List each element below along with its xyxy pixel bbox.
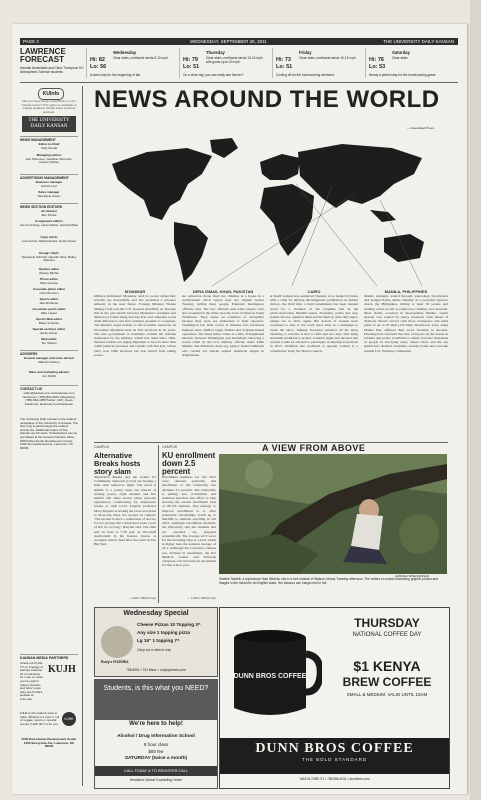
story-text: Military-dominated Myanmar said its recent democratic reforms are irreversible and has promised a prisoner amnesty in the near future. Foreign Minister Wunna Maung Lwin told the U.N. General Assembly on Tuesday that in the past month between Myanmar's president and democracy leader Aung San Suu Kyi were intended to put aside differences and find common grounds to cooperate. The minister urged nations to lift economic sanctions. In November Myanmar held its first elections in 20 years. The new government is nominally civilian but remains dominated by the military, which has ruled since 1962. Western nations are urging Myanmar to free its more than 2,000 political prisoners and consult with Suu Kyi, whose party won 1990 elections but was barred from taking power. bbox=[94, 294, 176, 357]
staff-entry bbox=[20, 268, 78, 275]
staff-name: Tim Shedor bbox=[41, 340, 57, 345]
staff-name: Joel Petterson, Jonathan Shorman, Clayton Ashley bbox=[25, 156, 73, 165]
staff-role: Business manager bbox=[35, 180, 63, 184]
staff-entry bbox=[20, 154, 78, 165]
coffee-ad-address: 1618 W 23RD ST • 785.856.4031 • dunnbros.com bbox=[299, 777, 370, 781]
page-number: PAGE 2 bbox=[23, 39, 39, 44]
world-story bbox=[364, 289, 448, 437]
section-heading: ADVISERS bbox=[20, 350, 78, 356]
column-divider bbox=[158, 445, 159, 603]
coffee-ad-event: NATIONAL COFFEE DAY bbox=[352, 632, 422, 638]
section-label: CAMPUS bbox=[94, 445, 109, 449]
staff-name: Wesley Ritchie bbox=[39, 270, 59, 275]
alcohol-ad-when: SATURDAY (twice a month) bbox=[124, 756, 188, 761]
forecast-desc: Clear skies, northwest winds 10-15 mph with gusts up to 20 mph. bbox=[206, 56, 263, 64]
kjhk-logo: KJHK bbox=[62, 712, 76, 726]
column-divider bbox=[82, 86, 83, 786]
south-america-shape bbox=[174, 222, 208, 282]
udk-logo: THE UNIVERSITY DAILY KANSAN bbox=[22, 116, 76, 132]
forecast-low: Lo: 51 bbox=[276, 64, 293, 70]
pizza-ad-headline: Wednesday Special bbox=[123, 610, 189, 617]
forecast-note: On a clear day, you can really see forever? bbox=[183, 73, 244, 77]
page-title: NEWS AROUND THE WORLD bbox=[94, 86, 440, 113]
staff-entry bbox=[20, 252, 78, 263]
coffee-mug-icon bbox=[228, 626, 322, 724]
staff-entry bbox=[20, 338, 78, 345]
section-heading: NEWS SECTION EDITORS bbox=[20, 203, 78, 209]
world-story bbox=[94, 289, 176, 437]
story-place: CAIRO bbox=[307, 289, 321, 294]
forecast-low: Lo: 51 bbox=[183, 64, 200, 70]
forecast-desc: Clear skies. bbox=[392, 56, 409, 60]
about-text: The University Daily Kansan is the student newspaper of the University of Kansas. The first copy is paid through the student activity fee. Additional copies of The Kansan are 50 cents. Subscriptions can be purchased at the Kansan business office, 2000 Dole Human Development Center, 1000 Sunnyside Avenue, Lawrence, KS 66045. bbox=[20, 418, 78, 450]
forecast-desc: Clear skies, northwest winds 10-15 mph. bbox=[299, 56, 357, 60]
section-heading: CONTACT US bbox=[20, 385, 78, 391]
mug-label: DUNN BROS COFFEE bbox=[233, 673, 307, 680]
forecast-day-name: Wednesday bbox=[113, 50, 137, 55]
staff-name: Chris Bronson bbox=[39, 290, 59, 295]
adjacent-page-edge bbox=[470, 0, 481, 800]
forecast-note: Cooling off for the homecoming weekend. bbox=[276, 73, 335, 77]
pizza-ad-line: Lg 16" 1 topping 7^ bbox=[137, 638, 180, 643]
staff-name: Malcolm Gibson bbox=[38, 359, 60, 364]
asia-shape bbox=[298, 144, 422, 208]
tree-photo bbox=[219, 454, 447, 574]
staff-role: General manager and news adviser bbox=[23, 356, 75, 360]
kjhk-text: KJHK is the student voice in radio. Whether it's rock 'n' roll or reggae, sports or special events, KJHK 90.7 is for you. bbox=[20, 711, 60, 726]
staff-entry bbox=[20, 191, 78, 198]
staff-name: Stephanie Schmidt, Hannah Wise, Bailey Atkinson bbox=[21, 254, 77, 263]
forecast-title-line2: FORECAST bbox=[20, 55, 64, 64]
staff-name: Mike Lavieri bbox=[40, 310, 57, 315]
forecast-day bbox=[365, 48, 457, 78]
pizza-ad-note: Carry out or dine in only bbox=[137, 648, 171, 652]
story-place: MANILA, PHILIPPINES bbox=[384, 289, 428, 294]
alcohol-ad-org: Heartland Clinical Counseling Center bbox=[129, 778, 183, 782]
coffee-ad-offer1: $1 KENYA bbox=[353, 658, 421, 674]
media-partners bbox=[20, 654, 78, 749]
australia-shape bbox=[384, 234, 424, 262]
kuinfo-logo: KUInfo bbox=[38, 88, 64, 100]
staff-name: Blake Schuster bbox=[38, 320, 60, 325]
forecast-desc: Clear skies, northwest winds 5-10 mph. bbox=[113, 56, 169, 60]
staff-role: Managing editors bbox=[36, 153, 62, 157]
pizza-ad-line: Any size 1 topping pizza bbox=[137, 630, 191, 635]
story-byline: — Claire McInerney bbox=[187, 596, 216, 600]
europe-shape bbox=[260, 154, 300, 180]
staff-name: Garrett Lent bbox=[40, 183, 57, 188]
alcohol-school-ad bbox=[94, 679, 218, 789]
alcohol-ad-headline: Students, is this what you NEED? bbox=[95, 680, 217, 720]
forecast-day-name: Thursday bbox=[206, 50, 225, 55]
staff-role: Opinion editor bbox=[38, 267, 60, 271]
staff-entry bbox=[20, 210, 78, 217]
coffee-ad-day: THURSDAY bbox=[354, 616, 420, 630]
staff-entry bbox=[20, 298, 78, 305]
page-date: WEDNESDAY, SEPTEMBER 28, 2011 bbox=[190, 39, 267, 44]
forecast-day-name: Friday bbox=[299, 50, 312, 55]
forecast-day bbox=[86, 48, 178, 78]
staff-role: Sales manager bbox=[38, 190, 60, 194]
staff-role: Special sections editor bbox=[32, 327, 66, 331]
story-text: Manila residents waded through waist-deep floodwaters and dodged flying debris Tuesday as a powerful typhoon struck the Philippines, killing at least 18 people and sending waves as tall as palm trees crashing over seawalls. Most deaths occurred in metropolitan Manila, which already was soaked by heavy monsoon rains ahead of Typhoon Nesat's arrival with more downpours and wind gusts of up to 93 mph (150 kph). Downtown areas along Manila Bay suffered their worst flooding in decades. Flooding here obscured the view of anyone on the streets as soldiers and police scrambled to safely evacuate thousands of people in low-lying areas, where rivers and the sea spilled into shanties, hospitals, swanky hotels and even the seaside U.S. Embassy compound. bbox=[364, 294, 448, 353]
tree-photo-graphic bbox=[219, 454, 447, 574]
pizza-ad-line: Cheese Pizzas 10 Topping 3^ bbox=[137, 622, 201, 627]
forecast-day-name: Saturday bbox=[392, 50, 410, 55]
alcohol-ad-fee: $80 fee bbox=[148, 749, 164, 754]
staff-role: Associate sports editor bbox=[32, 307, 66, 311]
coffee-tagline: THE BOLD STANDARD bbox=[301, 757, 368, 762]
staff-entry bbox=[20, 328, 78, 335]
staff-name: Max Rothman bbox=[39, 300, 59, 305]
staff-role: Photo editor bbox=[40, 277, 58, 281]
forecast-high: Hi: 79 bbox=[183, 57, 198, 63]
divider bbox=[20, 82, 458, 83]
staff-name: Mike Gunnoe bbox=[40, 280, 58, 285]
world-story bbox=[270, 289, 358, 437]
story-body: Enrollment numbers for fall 2011 were released yesterday and enrollment at the University has declined 2.5 percent. The University is putting new recruitment and retention practices into effect to help increase the current enrollment total of 28,718 students. One strategy to improve enrollment is to offer renewable scholarships worth up to $40,000 to students enrolling in fall 2012. Although enrollment declined, the University said the students that are enrolled are prepared academically. The average ACT score for the incoming class is a 24.9, which is higher than the national average of 22.1. Although the Lawrence campus saw declines in enrollment, the KU Medical Center and Edwards campuses saw increases in enrollment for this school year. bbox=[162, 475, 216, 568]
section-label: CAMPUS bbox=[162, 445, 177, 449]
staff-entry bbox=[20, 357, 78, 364]
staff-name: Stephanie Green bbox=[37, 193, 61, 198]
story-text: A Saudi woman was sentenced Tuesday to be lashed 10 times with a whip for defying the kingdom's prohibition on female drivers, the third time a legal punishment has been handed down for a violation of the longtime ban in the ultraconservative Muslim nation. Normally, police just stop female drivers, question them and let them go after they sign a pledge not to drive again. But dozens of women have continued to take to the roads since June in a campaign to break the taboo. Making Tuesday's sentence all the more upsetting to activists is that it came just two days after King Abdullah promised to protect women's rights and decreed that women would be allowed to participate in municipal elections in 2015. Abdullah also promised to appoint women to a consultative body, the Shura Council. bbox=[270, 294, 358, 353]
staff-entry bbox=[20, 318, 78, 325]
pizza-ad-phone: 785-8051 • 704 Mass. • rudyspizzeria.com bbox=[126, 668, 186, 672]
staff-entry bbox=[20, 181, 78, 188]
alcohol-ad-call: CALL TODAY & TO REGISTER CALL bbox=[95, 766, 217, 776]
staff-name: Emily Glover bbox=[40, 330, 58, 335]
staff-entry bbox=[20, 371, 78, 378]
forecast-credit: Hannah Arvanitakis and Clinic Thompson KU Atmospheric Science students bbox=[20, 66, 84, 74]
coffee-ad-offer2: BREW COFFEE bbox=[342, 675, 432, 689]
world-map bbox=[92, 134, 452, 286]
staff-name: Kelly Stroda bbox=[40, 145, 58, 150]
alcohol-ad-course: Alcohol / Drug Information School bbox=[117, 734, 195, 739]
section-heading: NEWS MANAGEMENT bbox=[20, 136, 78, 142]
staff-name: Ian Cummings, Laura Sather, Hannah Wise bbox=[20, 222, 78, 227]
section-heading: ADVERTISING MANAGEMENT bbox=[20, 174, 78, 180]
photo-title: A VIEW FROM ABOVE bbox=[262, 443, 366, 453]
greenland-shape bbox=[210, 138, 238, 158]
staff-role: Design chiefs bbox=[39, 251, 59, 255]
story-place: MYANMAR bbox=[124, 289, 146, 294]
office-address: 2000 Dole Human Development Center 1000 Sunnyside Ave. Lawrence, KS 66045 bbox=[21, 737, 77, 749]
alcohol-ad-subhead: We're here to help! bbox=[129, 721, 183, 727]
ap-credit: — Associated Press bbox=[407, 126, 434, 130]
forecast-low: Lo: 56 bbox=[90, 64, 107, 70]
staff-role: Editor-in-Chief bbox=[38, 142, 60, 146]
pizza-ad bbox=[94, 607, 218, 677]
staff-name: Jon Schlitt bbox=[42, 373, 56, 378]
forecast-day bbox=[272, 48, 364, 78]
staff-role: Art director bbox=[40, 209, 58, 213]
coffee-brand: DUNN BROS COFFEE bbox=[255, 741, 414, 756]
partners-text: Check out KUJH-TV on Knology of Kansas Channel 31 in Lawrence for more on what you've read in today's Kansan and other news. Also see KUJH's website at tv.ku.edu. bbox=[20, 662, 44, 701]
pizza-ad-brand: Rudy's PIZZERIA bbox=[101, 660, 129, 664]
staff-entry bbox=[20, 220, 78, 227]
story-text: An American drone fired two missiles at a house in a northwestern tribal region near the Afghan border Tuesday, killing three people, Pakistani intelligence officials said. The two officials said some people were also wounded in the strike near the town of Wana in South Waziristan. They spoke on condition of anonymity because they were not authorized to brief reporters. Washington has fired scores of missiles into northwest Pakistan since 2008 to target Taliban and al-Qaida-linked operatives. The latest strike comes at a time of heightened tensions between Washington and Islamabad following a recent claim by the U.S. military official, Adm. Mike Mullen, that Pakistan's main spy agency backed militants who carried out attacks against American targets in Afghanistan. bbox=[182, 294, 264, 357]
forecast-day bbox=[179, 48, 271, 78]
world-story bbox=[182, 289, 264, 437]
story-headline: Alternative Breaks hosts story slam bbox=[94, 451, 141, 476]
staff-role: Associate photo editor bbox=[32, 287, 66, 291]
story-headline: KU enrollment down 2.5 percent bbox=[162, 451, 216, 477]
staff-entry bbox=[20, 143, 78, 150]
africa-shape bbox=[260, 184, 314, 256]
page-header-bar bbox=[20, 38, 458, 45]
staff-role: Sports editor bbox=[39, 297, 59, 301]
story-byline: — Claire McInerney bbox=[127, 596, 156, 600]
forecast-title bbox=[20, 48, 82, 64]
north-america-shape bbox=[112, 148, 212, 220]
forecast-title-line1: LAWRENCE bbox=[20, 47, 66, 56]
staff-entry bbox=[20, 288, 78, 295]
staff-role: Copy chiefs bbox=[40, 235, 58, 239]
alcohol-ad-hours: 8 hour class bbox=[143, 742, 169, 747]
forecast-low: Lo: 53 bbox=[369, 64, 386, 70]
photo-caption: Shelbie Tackett, a sophomore from Wichita, sits in a tree outside of Watson Library Tuesday afternoon. The writers on social networking graphic photos and images in the media for an English class. Her tobacco can hangs next to her. bbox=[219, 577, 438, 585]
staff-role: Sales and marketing adviser bbox=[28, 370, 70, 374]
story-place: DERA ISMAIL KHAN, PAKISTAN bbox=[192, 289, 254, 294]
forecast-note: Nearly a perfect day for the homecoming game. bbox=[369, 73, 437, 77]
staff-entry bbox=[20, 236, 78, 243]
islands-shape bbox=[370, 210, 396, 222]
coffee-ad-size: SMALL & MEDIUM, VALID UNTIL 10AM bbox=[346, 692, 428, 697]
staff-name: Ben Pirotte bbox=[41, 212, 57, 217]
staff-name: Lisa Curran, Marla Daniels, Emily Glover bbox=[21, 238, 77, 243]
staff-entry bbox=[20, 278, 78, 285]
forecast-high: Hi: 82 bbox=[90, 57, 105, 63]
pizza-icon bbox=[101, 626, 133, 658]
story-body: Alternative Breaks and the Center for Community Outreach (CCO) are hosting a little slam tomorrow night. The event is similar to a poetry slam, but instead of reading poetry, eight students and KU alumni will share stories about personal experiences volunteering for Alternative breaks or with CCO. English professor Mary Klayder is hosting the event and plans to showcase these two groups on campus. "I'm excited to have a celebration of service for two groups that I think have been a part of KU for so long," Klayder said. The slam will be held at 7:30 p.m. in Woodruff Auditorium in the Kansas Union. A reception will be held after the event in The Big Tent. bbox=[94, 475, 156, 547]
contact-info: editor@kansan.com www.kansan.com Newsroom: (785)-864-4810 Advertising: (785) 864-4358 Twitter: UDK_News Facebook: facebook.com/thekansan bbox=[22, 391, 76, 406]
forecast-high: Hi: 76 bbox=[369, 57, 384, 63]
forecast-note: A warm day for the beginning of fall. bbox=[90, 73, 141, 77]
staff-entry bbox=[20, 308, 78, 315]
paper-name: THE UNIVERSITY DAILY KANSAN bbox=[383, 39, 454, 44]
staff-role: Sports Web editor bbox=[36, 317, 62, 321]
newspaper-page bbox=[12, 24, 467, 794]
kujh-logo: KUJH bbox=[48, 664, 76, 675]
staff-role: Web editor bbox=[41, 337, 57, 341]
partners-heading: KANSAN MEDIA PARTNERS bbox=[20, 654, 78, 660]
kuinfo-text: Did you know Hawk Code/Pride is in the Kansas Union? This option is available to college students. KUInfo helps students succeed. bbox=[21, 99, 77, 114]
photo-credit: HANNAH WISE/KANSAN bbox=[395, 574, 430, 578]
coffee-ad bbox=[219, 607, 450, 789]
coffee-ad-brand-bar bbox=[220, 738, 449, 774]
staff-role: Assignment editors bbox=[34, 219, 63, 223]
forecast-high: Hi: 73 bbox=[276, 57, 291, 63]
